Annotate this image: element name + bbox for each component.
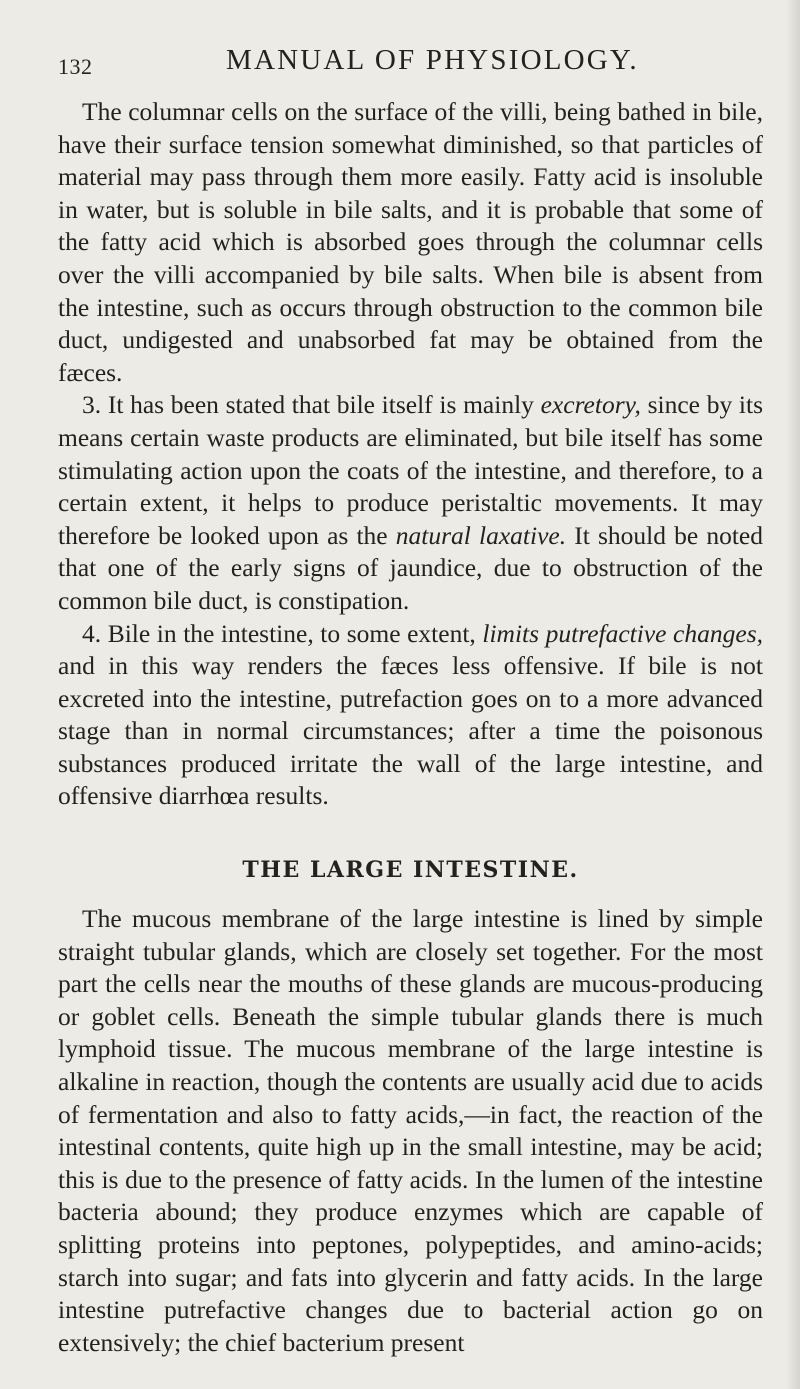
paragraph-large-intestine: The mucous membrane of the large intestine is lined by simple straight tubular glands, which are closely set together. For the most part the cells near the mouths of these glands are mucous-producing or goblet cells. Beneath the simple tubular glands there is much lymphoid tissue. The mucous membrane of the large intestine is alkaline in reaction, though the contents are usually acid due to acids of fermentation and also to fatty acids,—in fact, the reaction of the intestinal contents, quite high up in the small intestine, may be acid; this is due to the presence of fatty acids. In the lumen of the intestine bacteria abound; they produce enzymes which are capable of splitting proteins into peptones, polypeptides, and amino-acids; starch into sugar; and fats into glycerin and fatty acids. In the large intestine putrefactive changes due to bacterial action go on extensively; the chief bacterium present <box>58 904 763 1357</box>
page-number: 132 <box>58 54 93 79</box>
body-text <box>58 96 763 1359</box>
paragraph-text: It should be noted that one of the early signs of jaundice, due to obstruction of the common bile duct, is constipation. <box>58 520 763 615</box>
paragraph-text: and in this way renders the fæces less offensive. If bile is not excreted into the intestine, putrefaction goes on to a more advanced stage than in normal circumstances; after a time the poisonous substances produced irritate the wall of the large intestine, and offensive diarrhœa results. <box>58 651 763 811</box>
section-heading: THE LARGE INTESTINE. <box>242 857 579 884</box>
paragraph-putrefaction <box>58 618 763 814</box>
paragraph-text: 4. Bile in the intestine, to some extent, <box>82 618 483 648</box>
paragraph-villi-absorption: The columnar cells on the surface of the villi, being bathed in bile, have their surface tension somewhat diminished, so that particles of material may pass through them more easily. Fatty acid is insoluble in water, but is soluble in bile salts, and it is probable that some of the fatty acid which is absorbed goes through the columnar cells over the villi accompanied by bile salts. When bile is absent from the intestine, such as occurs through obstruction to the common bile duct, undigested and unabsorbed fat may be obtained from the fæces. <box>58 97 763 387</box>
paragraph-text: 3. It has been stated that bile itself is mainly <box>82 390 541 420</box>
paragraph-text: since by its means certain waste products are eliminated, but bile itself has some stimulating action upon the coats of the intestine, and therefore, to a certain extent, it helps to produce peristaltic movements. It may therefore be looked upon as the <box>58 390 763 550</box>
paragraph-bile-excretory <box>58 389 763 617</box>
emphasis-natural-laxative: natural laxative. <box>395 520 567 550</box>
page-edge-shadow <box>786 0 800 1389</box>
page-header <box>58 44 758 84</box>
emphasis-excretory: excretory, <box>540 390 641 420</box>
running-title: MANUAL OF PHYSIOLOGY. <box>226 44 639 76</box>
emphasis-limits-putrefactive-changes: limits putrefactive changes, <box>482 618 763 648</box>
